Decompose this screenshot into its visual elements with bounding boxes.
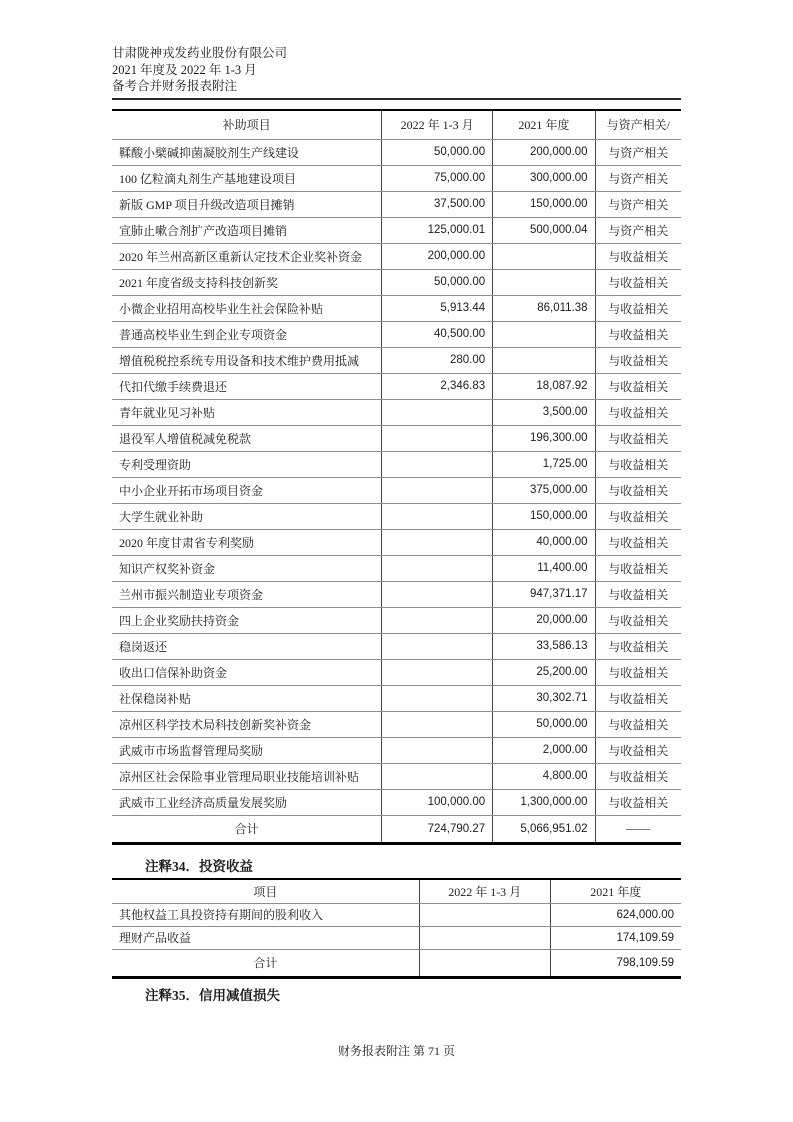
amount-2021: 1,300,000.00 [493,789,595,815]
column-header-2022q1: 2022 年 1-3 月 [382,110,493,139]
asset-or-income-relation: 与收益相关 [595,789,681,815]
asset-or-income-relation: 与资产相关 [595,165,681,191]
table-row [112,139,681,165]
amount-2021: 11,400.00 [493,555,595,581]
asset-or-income-relation: 与收益相关 [595,737,681,763]
amount-2022q1 [382,451,493,477]
amount-2022q1 [382,633,493,659]
table-row [112,295,681,321]
amount-2021: 200,000.00 [493,139,595,165]
column-header-2021: 2021 年度 [550,879,681,903]
amount-2022q1 [382,425,493,451]
amount-2021: 196,300.00 [493,425,595,451]
column-header-relation: 与资产相关/ [595,110,681,139]
amount-2021: 4,800.00 [493,763,595,789]
asset-or-income-relation: 与收益相关 [595,763,681,789]
asset-or-income-relation: 与收益相关 [595,425,681,451]
table-row [112,529,681,555]
total-label: 合计 [112,815,382,843]
amount-2021: 33,586.13 [493,633,595,659]
income-item-name: 其他权益工具投资持有期间的股利收入 [112,903,419,926]
column-header-item: 项目 [112,879,419,903]
asset-or-income-relation: 与收益相关 [595,399,681,425]
asset-or-income-relation: 与资产相关 [595,139,681,165]
amount-2022q1 [382,685,493,711]
amount-2021: 40,000.00 [493,529,595,555]
asset-or-income-relation: 与收益相关 [595,555,681,581]
subsidy-item-name: 凉州区社会保险事业管理局职业技能培训补贴 [112,763,382,789]
table-row [112,581,681,607]
asset-or-income-relation: 与资产相关 [595,191,681,217]
amount-2021: 624,000.00 [550,903,681,926]
amount-2021: 375,000.00 [493,477,595,503]
amount-2022q1 [382,659,493,685]
total-amount-2021: 798,109.59 [550,949,681,977]
subsidy-item-name: 100 亿粒滴丸剂生产基地建设项目 [112,165,382,191]
note34-heading: 注释34．投资收益 [145,859,253,874]
amount-2021: 86,011.38 [493,295,595,321]
amount-2021: 3,500.00 [493,399,595,425]
subsidy-item-name: 中小企业开拓市场项目资金 [112,477,382,503]
table-row [112,269,681,295]
subsidy-item-name: 收出口信保补助资金 [112,659,382,685]
subsidy-item-name: 武威市市场监督管理局奖励 [112,737,382,763]
amount-2022q1: 40,500.00 [382,321,493,347]
table-row [112,737,681,763]
subsidy-item-name: 凉州区科学技术局科技创新奖补资金 [112,711,382,737]
subsidy-item-name: 2021 年度省级支持科技创新奖 [112,269,382,295]
subsidy-item-name: 社保稳岗补贴 [112,685,382,711]
asset-or-income-relation: 与收益相关 [595,633,681,659]
subsidy-table-header-row [112,110,681,139]
amount-2022q1 [419,903,550,926]
table-row [112,477,681,503]
total-relation-dash: —— [595,815,681,843]
amount-2022q1 [419,926,550,949]
report-title: 备考合并财务报表附注 [112,79,238,93]
total-label: 合计 [112,949,419,977]
income-item-name: 理财产品收益 [112,926,419,949]
amount-2022q1: 200,000.00 [382,243,493,269]
total-amount-2022q1 [419,949,550,977]
subsidy-item-name: 稳岗返还 [112,633,382,659]
amount-2021 [493,269,595,295]
asset-or-income-relation: 与收益相关 [595,581,681,607]
amount-2021: 50,000.00 [493,711,595,737]
asset-or-income-relation: 与收益相关 [595,243,681,269]
amount-2021 [493,347,595,373]
total-amount-2022q1: 724,790.27 [382,815,493,843]
subsidy-item-name: 青年就业见习补贴 [112,399,382,425]
subsidy-item-name: 知识产权奖补资金 [112,555,382,581]
amount-2021: 150,000.00 [493,191,595,217]
investment-table-header-row [112,879,681,903]
subsidy-item-name: 普通高校毕业生到企业专项资金 [112,321,382,347]
table-row [112,607,681,633]
table-row [112,555,681,581]
table-row [112,503,681,529]
amount-2021 [493,243,595,269]
amount-2021: 30,302.71 [493,685,595,711]
amount-2022q1 [382,737,493,763]
total-amount-2021: 5,066,951.02 [493,815,595,843]
amount-2022q1 [382,581,493,607]
column-header-2021: 2021 年度 [493,110,595,139]
subsidy-item-name: 宣肺止嗽合剂扩产改造项目摊销 [112,217,382,243]
amount-2022q1 [382,503,493,529]
amount-2022q1 [382,529,493,555]
column-header-2022q1: 2022 年 1-3 月 [419,879,550,903]
government-subsidy-table [112,109,681,845]
table-row [112,903,681,926]
subsidy-item-name: 新版 GMP 项目升级改造项目摊销 [112,191,382,217]
amount-2021 [493,321,595,347]
table-row [112,789,681,815]
amount-2022q1: 75,000.00 [382,165,493,191]
table-row [112,243,681,269]
table-row [112,425,681,451]
asset-or-income-relation: 与收益相关 [595,685,681,711]
header-divider [112,98,681,100]
amount-2021: 174,109.59 [550,926,681,949]
amount-2022q1: 100,000.00 [382,789,493,815]
asset-or-income-relation: 与收益相关 [595,659,681,685]
subsidy-item-name: 2020 年兰州高新区重新认定技术企业奖补资金 [112,243,382,269]
amount-2021: 20,000.00 [493,607,595,633]
document-header [112,45,287,95]
asset-or-income-relation: 与收益相关 [595,477,681,503]
table-row [112,633,681,659]
table-row [112,399,681,425]
amount-2021: 25,200.00 [493,659,595,685]
asset-or-income-relation: 与收益相关 [595,347,681,373]
table-row [112,711,681,737]
amount-2022q1 [382,607,493,633]
asset-or-income-relation: 与收益相关 [595,321,681,347]
amount-2022q1: 50,000.00 [382,269,493,295]
column-header-subsidy-item: 补助项目 [112,110,382,139]
investment-total-row [112,949,681,977]
subsidy-item-name: 四上企业奖励扶持资金 [112,607,382,633]
amount-2021: 300,000.00 [493,165,595,191]
asset-or-income-relation: 与收益相关 [595,373,681,399]
asset-or-income-relation: 与收益相关 [595,295,681,321]
table-row [112,451,681,477]
asset-or-income-relation: 与收益相关 [595,269,681,295]
table-row [112,659,681,685]
asset-or-income-relation: 与资产相关 [595,217,681,243]
asset-or-income-relation: 与收益相关 [595,711,681,737]
table-row [112,347,681,373]
asset-or-income-relation: 与收益相关 [595,451,681,477]
subsidy-item-name: 鞣酸小檗碱抑菌凝胶剂生产线建设 [112,139,382,165]
subsidy-item-name: 退役军人增值税减免税款 [112,425,382,451]
amount-2021: 2,000.00 [493,737,595,763]
subsidy-item-name: 小微企业招用高校毕业生社会保险补贴 [112,295,382,321]
amount-2022q1 [382,555,493,581]
table-row [112,191,681,217]
subsidy-item-name: 大学生就业补助 [112,503,382,529]
subsidy-item-name: 代扣代缴手续费退还 [112,373,382,399]
report-period: 2021 年度及 2022 年 1-3 月 [112,62,257,77]
company-name: 甘肃陇神戎发药业股份有限公司 [112,46,288,60]
page-footer: 财务报表附注 第 71 页 [337,1044,455,1058]
subsidy-total-row [112,815,681,843]
amount-2022q1: 280.00 [382,347,493,373]
table-row [112,373,681,399]
table-row [112,321,681,347]
note35-heading: 注释35．信用减值损失 [145,988,280,1003]
amount-2022q1: 125,000.01 [382,217,493,243]
amount-2022q1: 50,000.00 [382,139,493,165]
subsidy-item-name: 武威市工业经济高质量发展奖励 [112,789,382,815]
amount-2021: 150,000.00 [493,503,595,529]
amount-2021: 1,725.00 [493,451,595,477]
amount-2022q1: 37,500.00 [382,191,493,217]
amount-2022q1 [382,711,493,737]
table-row [112,763,681,789]
investment-income-table [112,878,681,979]
amount-2022q1 [382,399,493,425]
subsidy-item-name: 兰州市振兴制造业专项资金 [112,581,382,607]
table-row [112,217,681,243]
table-row [112,926,681,949]
subsidy-item-name: 专利受理资助 [112,451,382,477]
amount-2021: 500,000.04 [493,217,595,243]
asset-or-income-relation: 与收益相关 [595,607,681,633]
subsidy-item-name: 2020 年度甘肃省专利奖励 [112,529,382,555]
table-row [112,165,681,191]
amount-2022q1: 5,913.44 [382,295,493,321]
subsidy-item-name: 增值税税控系统专用设备和技术维护费用抵减 [112,347,382,373]
amount-2021: 18,087.92 [493,373,595,399]
amount-2022q1 [382,763,493,789]
asset-or-income-relation: 与收益相关 [595,529,681,555]
table-row [112,685,681,711]
amount-2021: 947,371.17 [493,581,595,607]
asset-or-income-relation: 与收益相关 [595,503,681,529]
amount-2022q1 [382,477,493,503]
amount-2022q1: 2,346.83 [382,373,493,399]
